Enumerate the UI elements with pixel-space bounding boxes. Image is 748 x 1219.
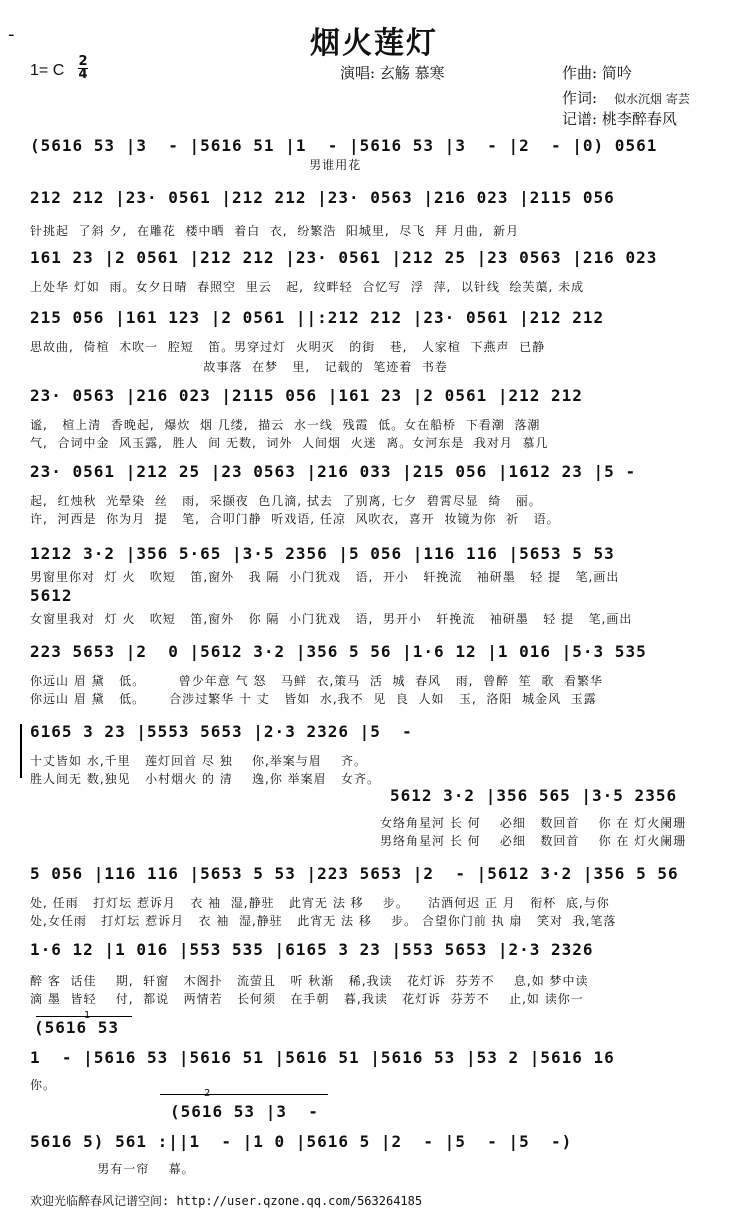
notation-line: 23· 0561 |212 25 |23 0563 |216 033 |215 056 |1612 23 |5 - (30, 462, 637, 481)
notation-line: 23· 0563 |216 023 |2115 056 |161 23 |2 0561 |212 212 (30, 386, 583, 405)
notation-line: 1 - |5616 53 |5616 51 |5616 51 |5616 53 |53 2 |5616 16 (30, 1048, 615, 1067)
lyricist-names: 似水沉烟 寄芸 (614, 92, 690, 106)
footer-credit: 欢迎光临醉春风记谱空间: http://user.qzone.qq.com/563264185 (30, 1194, 423, 1208)
lyric-line: 女络角星河 长 何 必细 数回首 你 在 灯火阑珊 (380, 816, 687, 830)
lyric-line: 你。 (30, 1078, 57, 1092)
notation-line: 212 212 |23· 0561 |212 212 |23· 0563 |216 023 |2115 056 (30, 188, 615, 207)
lyric-line: 处, 任雨 打灯坛 惹诉月 衣 袖 湿,静驻 此宵无 法 移 步。 沽酒何迟 正 月 衔杯 底,与你 (30, 896, 610, 910)
key-signature: 1= C (30, 62, 65, 79)
lyric-line: 许, 河西是 你为月 提 笔, 合叩门静 听戏语, 任凉 风吹衣, 喜开 妆镜为你 祈 语。 (30, 512, 560, 526)
left-margin-mark: - (8, 24, 15, 45)
notation-line: (5616 53 |3 - (170, 1102, 319, 1121)
notation-line: 223 5653 |2 0 |5612 3·2 |356 5 56 |1·6 12 |1 016 |5·3 535 (30, 642, 647, 661)
volta-one-label: 1 (84, 1010, 91, 1021)
lyric-line: 谧, 楦上清 香晚起, 爆炊 烟 几缕, 描云 水一线 残霞 低。女在船桥 下看潮 落潮 (30, 418, 541, 432)
meter-top: 2 (78, 54, 88, 69)
lyric-line: 故事落 在梦 里, 记载的 笔迹着 书卷 (30, 360, 448, 374)
singers-credit: 演唱: 玄觞 慕寒 (340, 64, 445, 82)
lyric-line: 男窗里你对 灯 火 吹短 笛,窗外 我 隔 小门犹戏 语, 开小 轩挽流 袖研墨 轻 提 笔,画出 (30, 570, 620, 584)
notation-line: 215 056 |161 123 |2 0561 ||:212 212 |23· 0561 |212 212 (30, 308, 605, 327)
notation-line: (5616 53 |3 - |5616 51 |1 - |5616 53 |3 - |2 - |0) 0561 (30, 136, 658, 155)
lyricist-label: 作词: (562, 89, 598, 107)
lyric-line: 胜人间无 数,独见 小村烟火 的 清 逸,你 举案眉 女齐。 (30, 772, 381, 786)
lyric-line: 女窗里我对 灯 火 吹短 笛,窗外 你 隔 小门犹戏 语, 男开小 轩挽流 袖研墨 轻 提 笔,画出 (30, 612, 633, 626)
notation-line: (5616 53 (34, 1018, 120, 1037)
lyric-line: 男谁用花 (30, 158, 362, 172)
notation-line: 5612 3·2 |356 565 |3·5 2356 (390, 786, 678, 805)
composer-credit: 作曲: 简吟 (562, 64, 632, 82)
volta-one-line (36, 1016, 132, 1017)
lyric-line: 十丈皆如 水,千里 莲灯回首 尽 独 你,举案与眉 齐。 (30, 754, 368, 768)
lyric-line: 男有一帘 幕。 (30, 1162, 195, 1176)
section-bracket (20, 724, 22, 778)
lyric-line: 你远山 眉 黛 低。 曾少年意 气 怒 马鲜 衣,策马 活 城 春风 雨, 曾醉 笙 歌 看繁华 (30, 674, 603, 688)
notation-line: 5 056 |116 116 |5653 5 53 |223 5653 |2 - |5612 3·2 |356 5 56 (30, 864, 679, 883)
notation-line: 5612 (30, 586, 73, 605)
notation-line: 161 23 |2 0561 |212 212 |23· 0561 |212 25 |23 0563 |216 023 (30, 248, 658, 267)
lyric-line: 男络角星河 长 何 必细 数回首 你 在 灯火阑珊 (380, 834, 687, 848)
volta-two-line (160, 1094, 328, 1095)
notation-line: 1212 3·2 |356 5·65 |3·5 2356 |5 056 |116 116 |5653 5 53 (30, 544, 615, 563)
transcriber-credit: 记谱: 桃李醉春风 (562, 110, 677, 128)
lyric-line: 针挑起 了斜 夕, 在雕花 楼中晒 着白 衣, 纷繁浩 阳城里, 尽飞 拜 月曲, 新月 (30, 224, 520, 238)
time-signature (78, 56, 88, 81)
lyric-line: 处,女任雨 打灯坛 惹诉月 衣 袖 湿,静驻 此宵无 法 移 步。 合望你门前 执 扇 笑对 我,笔落 (30, 914, 617, 928)
lyric-line: 上处华 灯如 雨。女夕日晴 春照空 里云 起, 纹畔轻 合忆写 浮 萍, 以针线 绘芙蕖, 未成 (30, 280, 585, 294)
lyric-line: 气, 合词中金 风玉露, 胜人 间 无数, 词外 人间烟 火迷 离。女河东是 我对月 慕几 (30, 436, 549, 450)
meter-bottom: 4 (78, 67, 88, 82)
lyric-line: 思故曲, 倚楦 木吹一 腔短 笛。男穿过灯 火明灭 的街 巷, 人家楦 下燕声 已静 (30, 340, 546, 354)
lyric-line: 醉 客 话佳 期, 轩窗 木阁扑 流萤且 听 秋渐 稀,我读 花灯诉 芬芳不 息,如 梦中读 (30, 974, 589, 988)
notation-line: 5616 5) 561 :||1 - |1 0 |5616 5 |2 - |5 - |5 -) (30, 1132, 573, 1151)
song-title: 烟火莲灯 (310, 26, 438, 61)
lyric-line: 起, 红烛秋 光晕染 丝 雨, 采撷夜 色几滴, 拭去 了别离, 七夕 碧霄尽显 绮 丽。 (30, 494, 542, 508)
notation-line: 1·6 12 |1 016 |553 535 |6165 3 23 |553 5653 |2·3 2326 (30, 940, 594, 959)
volta-two-label: 2 (204, 1088, 211, 1099)
notation-line: 6165 3 23 |5553 5653 |2·3 2326 |5 - (30, 722, 413, 741)
lyric-line: 滴 墨 皆轻 付, 都说 两情若 长何须 在手朝 暮,我读 花灯诉 芬芳不 止,如 读你一 (30, 992, 584, 1006)
lyric-line: 你远山 眉 黛 低。 合涉过繁华 十 丈 皆如 水,我不 见 良 人如 玉, 洛阳 城金风 玉露 (30, 692, 597, 706)
